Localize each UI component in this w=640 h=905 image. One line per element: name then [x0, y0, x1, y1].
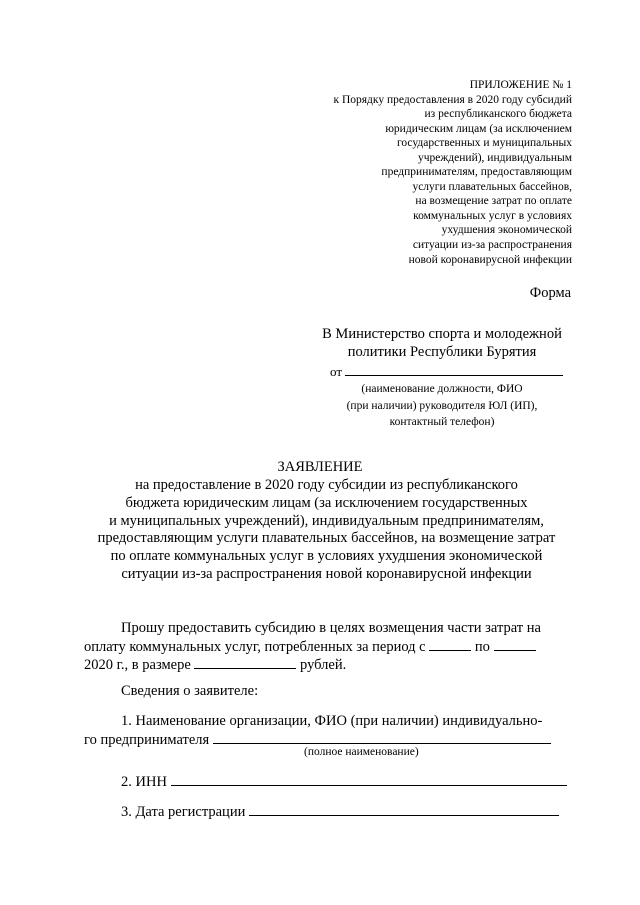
period-from-blank[interactable]	[429, 638, 471, 651]
full-name-blank[interactable]	[213, 731, 551, 744]
appendix-line: государственных и муниципальных	[396, 137, 572, 150]
request-line2-to: по	[474, 638, 490, 655]
form-label: Форма	[529, 285, 571, 301]
from-caption-line1: (наименование должности, ФИО	[361, 383, 523, 395]
item-3	[84, 803, 603, 822]
appendix-line: новой коронавирусной инфекции	[408, 253, 572, 266]
subtitle-line: бюджета юридическим лицам (за исключением государственных	[125, 494, 528, 511]
appendix-line: ухудшения экономической	[441, 224, 572, 237]
item1-label: го предпринимателя	[84, 731, 210, 748]
subtitle-line: по оплате коммунальных услуг в условиях ухудшения экономической	[110, 548, 543, 565]
subtitle-line: ситуации из-за распространения новой коронавирусной инфекции	[121, 565, 532, 582]
registration-date-blank[interactable]	[249, 803, 559, 816]
request-line3	[84, 656, 566, 675]
addressee-line2: политики Республики Бурятия	[347, 344, 537, 360]
document-subtitle	[0, 477, 640, 584]
full-name-caption: (полное наименование)	[304, 746, 419, 758]
subtitle-line: и муниципальных учреждений), индивидуальным предпринимателям,	[109, 512, 544, 529]
from-caption	[316, 381, 568, 431]
appendix-line: из республиканского бюджета	[424, 108, 572, 121]
registration-date-label: 3. Дата регистрации	[121, 804, 246, 820]
item-1	[84, 713, 566, 749]
subtitle-line: предоставляющим услуги плавательных бассейнов, на возмещение затрат	[97, 530, 556, 547]
document-title: ЗАЯВЛЕНИЕ	[277, 459, 363, 475]
from-caption-line2: (при наличии) руководителя ЮЛ (ИП),	[346, 399, 538, 412]
appendix-line: коммунальных услуг в условиях	[413, 209, 572, 222]
request-paragraph	[84, 620, 566, 675]
request-line3-currency: рублей.	[300, 657, 347, 673]
appendix-line: предпринимателям, предоставляющим	[381, 166, 572, 179]
request-line1: Прошу предоставить субсидию в целях возмещения части затрат на	[121, 620, 541, 636]
appendix-line: учреждений), индивидуальным	[417, 151, 572, 164]
appendix-line: к Порядку предоставления в 2020 году субсидий	[333, 93, 572, 106]
addressee-line1: В Министерство спорта и молодежной	[322, 326, 562, 342]
inn-label: 2. ИНН	[121, 774, 167, 790]
appendix-line: ПРИЛОЖЕНИЕ № 1	[469, 79, 572, 91]
amount-blank[interactable]	[194, 656, 296, 669]
subtitle-line: на предоставление в 2020 году субсидии из республиканского	[135, 477, 518, 493]
from-label: от	[330, 364, 343, 379]
request-line2	[84, 638, 566, 657]
appendix-line: услуги плавательных бассейнов,	[412, 180, 572, 193]
addressee-block	[316, 325, 568, 361]
appendix-line: ситуации из-за распространения	[412, 239, 572, 252]
from-caption-line3: контактный телефон)	[389, 416, 495, 428]
applicant-heading: Сведения о заявителе:	[121, 683, 259, 699]
request-line2-text: оплату коммунальных услуг, потребленных за период с	[84, 638, 426, 655]
inn-blank[interactable]	[171, 773, 567, 786]
from-row	[330, 362, 570, 380]
from-blank-line[interactable]	[345, 362, 563, 376]
period-to-blank[interactable]	[494, 638, 536, 651]
appendix-line: юридическим лицам (за исключением	[385, 122, 572, 135]
request-line3-text: 2020 г., в размере	[84, 657, 191, 673]
appendix-block	[290, 78, 572, 267]
appendix-line: на возмещение затрат по оплате	[415, 195, 572, 208]
item-2	[84, 773, 603, 792]
item1-line1: 1. Наименование организации, ФИО (при наличии) индивидуально-	[121, 713, 543, 729]
